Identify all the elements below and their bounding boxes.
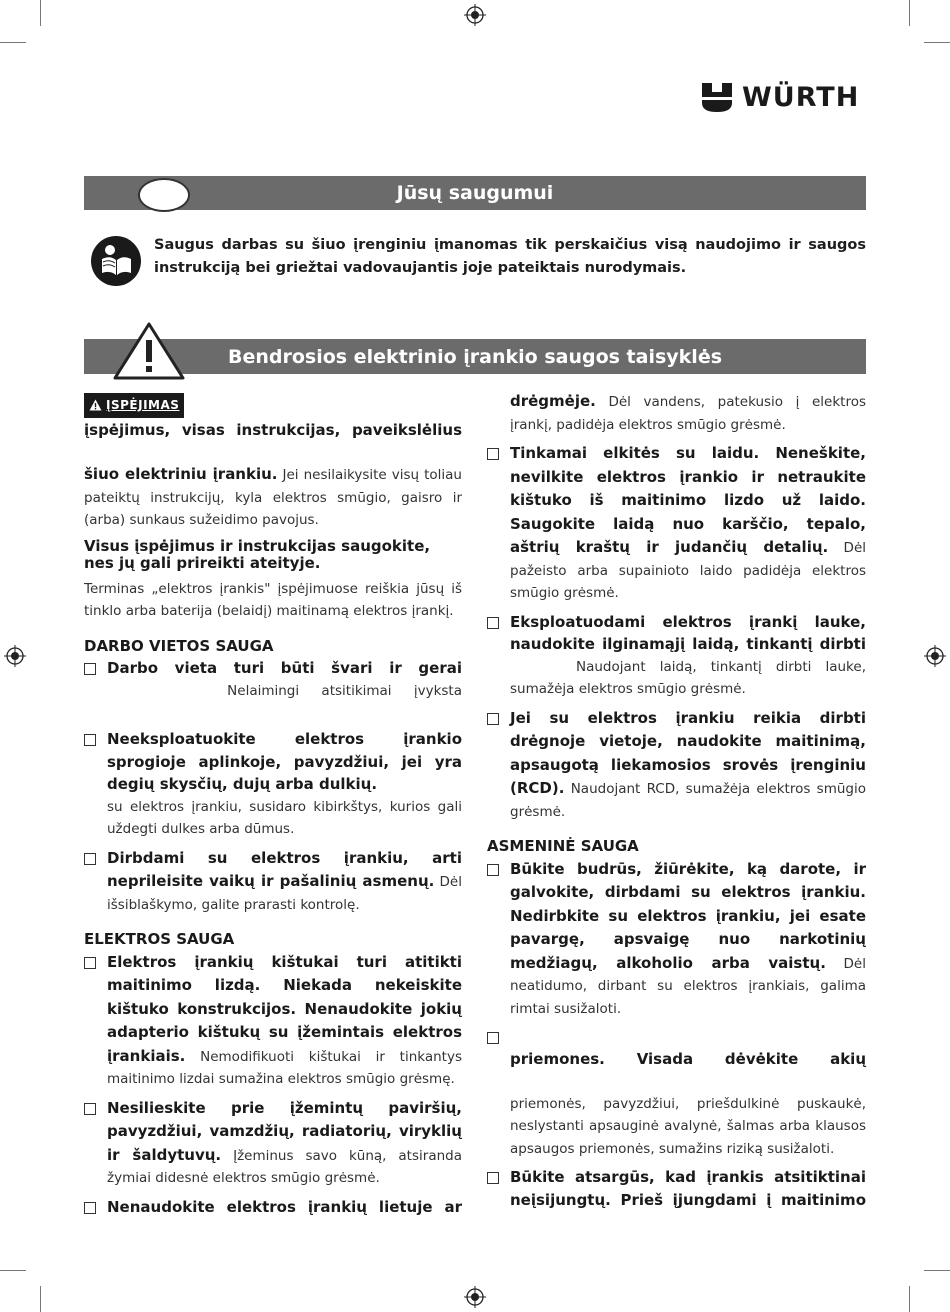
list-item: priemones. Visada dėvėkite akių priemonės, pavyzdžiui, priešdulkinė puskaukė, neslystanti apsauginė avalynė, šalmas arba klausos apsaugos priemonės, sumažins riziką susižaloti. xyxy=(487,1026,866,1160)
checkbox-bullet xyxy=(84,957,96,969)
oval-shape xyxy=(138,178,190,212)
checkbox-bullet xyxy=(487,1032,499,1044)
registration-mark-icon xyxy=(464,4,486,26)
checkbox-bullet xyxy=(84,853,96,865)
left-column xyxy=(84,393,462,1218)
list-item-continued: drėgmėje. Dėl vandens, patekusio į elektros įrankį, padidėja elektros smūgio grėsmė. xyxy=(510,392,866,433)
warning-badge xyxy=(84,393,184,418)
list-item: Eksploatuodami elektros įrankį lauke, naudokite ilginamąjį laidą, tinkantį dirbti Naudojant laidą, tinkantį dirbti lauke, sumažėja elektros smūgio grėsmė. xyxy=(487,611,866,701)
list-item: Būkite atsargūs, kad įrankis atsitiktinai neįsijungtų. Prieš įjungdami į maitinimo xyxy=(487,1166,866,1211)
checkbox-bullet xyxy=(487,448,499,460)
list-item: Dirbdami su elektros įrankiu, arti neprileisite vaikų ir pašalinių asmenų. Dėl išsiblaškymo, galite prarasti kontrolę. xyxy=(84,847,462,917)
list-item: Nenaudokite elektros įrankių lietuje ar xyxy=(84,1196,462,1219)
list-item: Jei su elektros įrankiu reikia dirbti drėgnoje vietoje, naudokite maitinimą, apsaugotą liekamosios srovės įrenginiu (RCD). Naudojant RCD, sumažėja elektros smūgio grėsmė. xyxy=(487,707,866,824)
checkbox-bullet xyxy=(487,713,499,725)
logo-text: WÜRTH xyxy=(742,81,860,113)
right-column xyxy=(487,390,866,1211)
crop-mark xyxy=(0,42,26,43)
checkbox-bullet xyxy=(84,663,96,675)
crop-mark xyxy=(909,0,910,26)
section-title: Jūsų saugumui xyxy=(396,182,554,204)
crop-mark xyxy=(924,42,950,43)
crop-mark xyxy=(909,1286,910,1312)
checkbox-bullet xyxy=(487,617,499,629)
book-reader-icon xyxy=(90,235,142,287)
list-item: Nesilieskite prie įžemintų paviršių, pavyzdžiui, vamzdžių, radiatorių, viryklių ir šaldytuvų. Įžeminus savo kūną, atsiranda žymiai didesnė elektros smūgio grėsmė. xyxy=(84,1097,462,1190)
paragraph: šiuo elektriniu įrankiu. Jei nesilaikysite visų toliau pateiktų instrukcijų, kyla elektros smūgio, gaisro ir (arba) sunkaus sužeidimo pavojus. xyxy=(84,465,462,529)
checkbox-bullet xyxy=(84,1103,96,1115)
list-item: Būkite budrūs, žiūrėkite, ką darote, ir galvokite, dirbdami su elektros įrankiu. Nedirbkite su elektros įrankiu, jei esate pavargę, apsvaigę nuo narkotinių medžiagų, alkoholio arba vaistų. Dėl neatidumo, dirbant su elektros įrankiais, galima rimtai susižaloti. xyxy=(487,858,866,1021)
list-item: Darbo vieta turi būti švari ir gerai Nelaimingi atsitikimai įvyksta xyxy=(84,657,462,702)
crop-mark xyxy=(40,1286,41,1312)
section-bar-general-rules xyxy=(84,339,866,374)
personal-safety-heading: ASMENINĖ SAUGA xyxy=(487,837,639,855)
list-item: Neeksploatuokite elektros įrankio sprogioje aplinkoje, pavyzdžiui, jei yra degių skysčių, dujų arba dulkių. su elektros įrankiu, susidaro kibirkštys, kurios gali uždegti dulkes arba dūmus. xyxy=(84,728,462,841)
list-item: Elektros įrankių kištukai turi atitikti maitinimo lizdą. Niekada nekeiskite kištuko konstrukcijos. Nenaudokite jokių adapterio kištukų su įžemintais elektros įrankiais. Nemodifikuoti kištukai ir tinkantys maitinimo lizdai sumažina elektros smūgio grėsmę. xyxy=(84,951,462,1091)
crop-mark xyxy=(40,0,41,26)
wurth-logo xyxy=(700,80,859,114)
registration-mark-icon xyxy=(924,645,946,667)
list-item: Tinkamai elkitės su laidu. Neneškite, nevilkite elektros įrankio ir netraukite kištuko iš maitinimo lizdo už laido. Saugokite laidą nuo karščio, tepalo, aštrių kraštų ir judančių detalių. Dėl pažeisto arba supainioto laido padidėja elektros smūgio grėsmė. xyxy=(487,442,866,605)
crop-mark xyxy=(924,1270,950,1271)
registration-mark-icon xyxy=(464,1286,486,1308)
wurth-logo-mark-icon xyxy=(700,80,734,114)
electrical-safety-heading: ELEKTROS SAUGA xyxy=(84,930,235,949)
registration-mark-icon xyxy=(4,645,26,667)
warning-triangle-icon xyxy=(112,320,186,380)
crop-mark xyxy=(0,1270,26,1271)
checkbox-bullet xyxy=(487,1172,499,1184)
warning-line: įspėjimus, visas instrukcijas, paveikslėlius xyxy=(84,420,462,439)
safety-intro-text: Saugus darbas su šiuo įrenginiu įmanomas tik perskaičius visą naudojimo ir saugos instrukciją bei griežtai vadovaujantis joje pateiktais nurodymais. xyxy=(154,237,866,276)
warning-small-icon xyxy=(89,399,102,411)
checkbox-bullet xyxy=(84,734,96,746)
warning-label: ĮSPĖJIMAS xyxy=(106,398,180,412)
work-area-heading: DARBO VIETOS SAUGA xyxy=(84,636,274,655)
checkbox-bullet xyxy=(84,1202,96,1214)
checkbox-bullet xyxy=(487,864,499,876)
term-definition: Terminas „elektros įrankis" įspėjimuose reiškia jūsų iš tinklo arba baterija (belaidį) maitinamą elektros įrankį. xyxy=(84,580,462,620)
section-title: Bendrosios elektrinio įrankio saugos taisyklės xyxy=(227,345,723,368)
keep-instructions-heading: Visus įspėjimus ir instrukcijas saugokite, nes jų gali prireikti ateityje. xyxy=(84,536,431,572)
section-bar-safety xyxy=(84,176,866,210)
